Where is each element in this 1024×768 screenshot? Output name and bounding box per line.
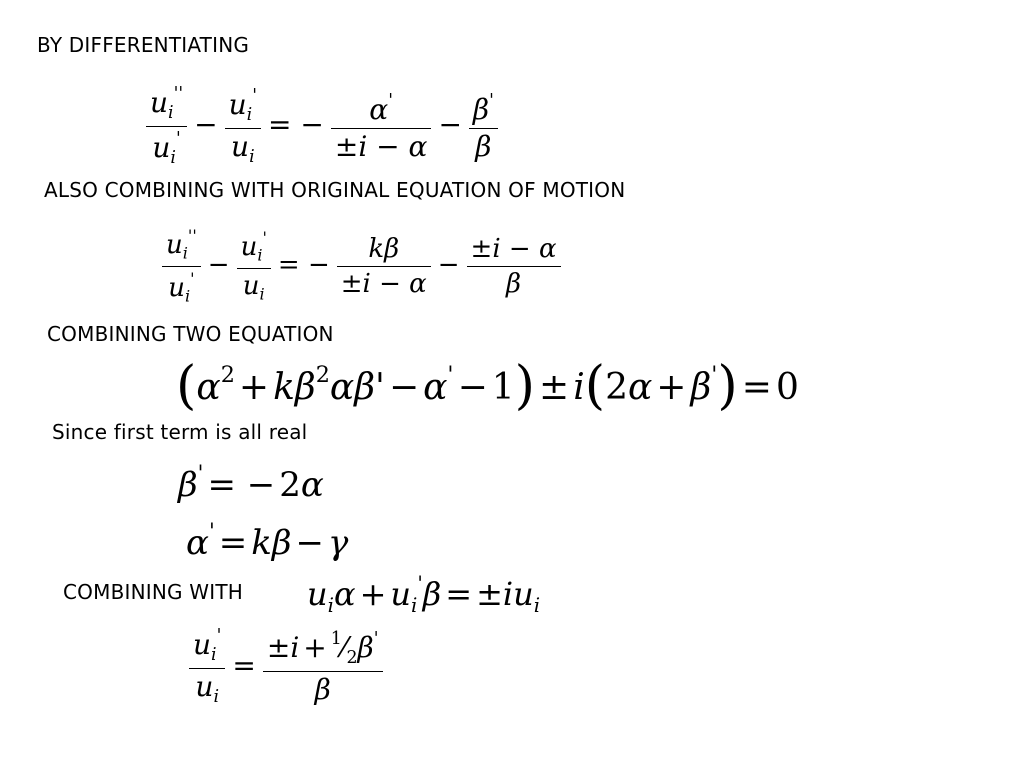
equation-7: $\frac{u_i'}{u_i}$ = $\frac{\pm i + ^1⁄_2\beta'}{\beta}$ [186, 628, 386, 707]
equation-1: $\frac{u_i''}{u_i'}$ − $\frac{u_i'}{u_i}$ = − $\frac{\alpha'}{\pm i - \alpha}$ − $\frac{\beta'}{\beta}$ [143, 86, 501, 168]
equation-2: $\frac{u_i''}{u_i'}$ − $\frac{u_i'}{u_i}$ = − $\frac{k\beta}{\pm i - \alpha}$ − $\frac{\pm i - \alpha}{\beta}$ [159, 228, 564, 305]
heading-combining-original-equation: ALSO COMBINING WITH ORIGINAL EQUATION OF MOTION [44, 178, 626, 202]
equation-6: $u_i\alpha + u_i'\beta = \pm iu_i$ [307, 572, 541, 617]
equation-3: $(\alpha^2 + k\beta^2\alpha\beta' - \alpha' - 1) \pm i(2\alpha + \beta') = 0$ [176, 356, 799, 416]
equation-5: α' = kβ − γ [186, 518, 349, 563]
heading-combining-with: COMBINING WITH [63, 580, 243, 604]
heading-by-differentiating: BY DIFFERENTIATING [37, 33, 250, 57]
heading-first-term-real: Since first term is all real [52, 420, 308, 444]
heading-combining-two-equation: COMBINING TWO EQUATION [47, 322, 334, 346]
equation-4: β' = − 2α [178, 460, 324, 505]
